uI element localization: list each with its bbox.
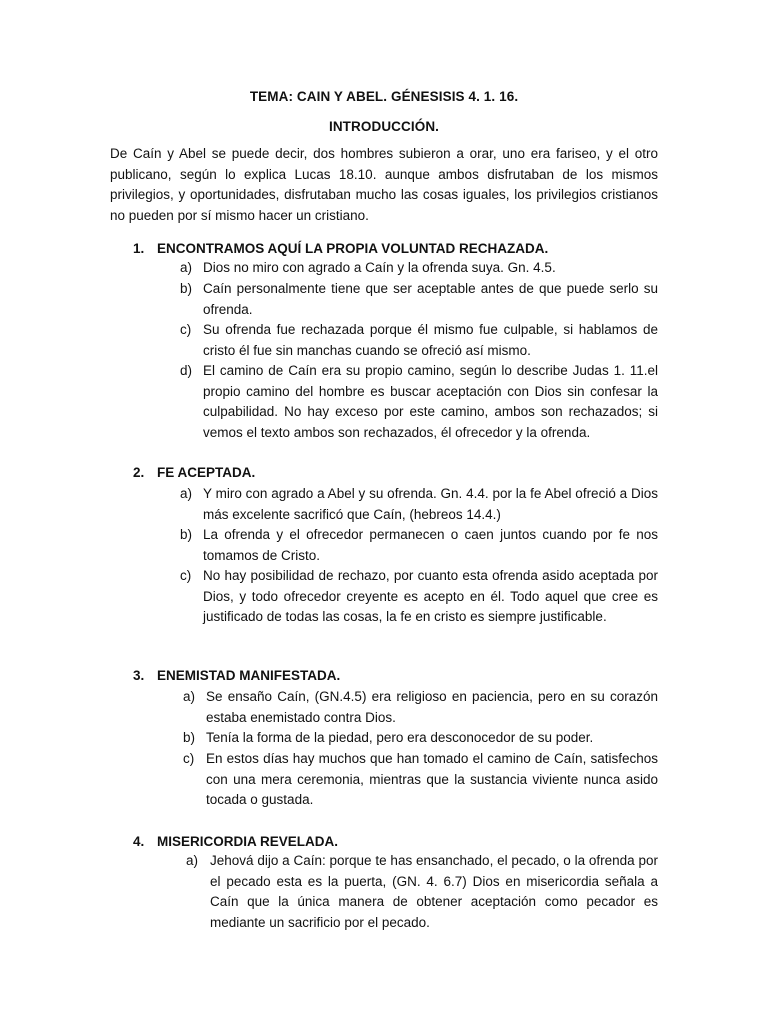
item-text: En estos días hay muchos que han tomado el camino de Caín, satisfechos con una mera ceremonia, mientras que la sustancia viviente nunca asido tocada o gustada. [206, 751, 658, 807]
item-label: c) [180, 322, 192, 337]
introduction-heading: INTRODUCCIÓN. [328, 119, 440, 134]
section-title: ENEMISTAD MANIFESTADA. [157, 668, 341, 683]
item-text: Y miro con agrado a Abel y su ofrenda. Gn. 4.4. por la fe Abel ofreció a Dios más excelente sacrificó que Caín, (hebreos 14.4.) [203, 486, 658, 522]
item-text: La ofrenda y el ofrecedor permanecen o caen juntos cuando por fe nos tomamos de Cristo. [203, 527, 658, 563]
item-label: a) [183, 689, 196, 704]
item-label: a) [180, 260, 193, 275]
introduction-paragraph: De Caín y Abel se puede decir, dos hombres subieron a orar, uno era fariseo, y el otro publicano, según lo explica Lucas 18.10. aunque ambos disfrutaban de los mismos privilegios, y oportunidades, disfrutaban mucho las cosas iguales, los privilegios cristianos no pueden por sí mismo hacer un cristiano. [110, 146, 658, 223]
section-number: 2. [133, 465, 145, 480]
section-number: 1. [133, 241, 145, 256]
item-label: b) [180, 527, 193, 542]
item-text: Jehová dijo a Caín: porque te has ensanchado, el pecado, o la ofrenda por el pecado esta es la puerta, (GN. 4. 6.7) Dios en misericordia señala a Caín que la única manera de obtener aceptación como pecador es mediante un sacrificio por el pecado. [210, 853, 658, 930]
item-label: b) [183, 730, 196, 745]
item-label: c) [183, 751, 195, 766]
item-text: Tenía la forma de la piedad, pero era desconocedor de su poder. [206, 730, 594, 745]
section-title: FE ACEPTADA. [157, 465, 256, 480]
item-text: Caín personalmente tiene que ser aceptable antes de que puede serlo su ofrenda. [203, 281, 658, 317]
section-number: 4. [133, 834, 145, 849]
item-text: Se ensaño Caín, (GN.4.5) era religioso en paciencia, pero en su corazón estaba enemistado contra Dios. [206, 689, 658, 725]
section-number: 3. [133, 668, 145, 683]
item-label: b) [180, 281, 193, 296]
item-label: d) [180, 363, 193, 378]
section-title: ENCONTRAMOS AQUÍ LA PROPIA VOLUNTAD RECHAZADA. [157, 241, 549, 256]
item-text: Dios no miro con agrado a Caín y la ofrenda suya. Gn. 4.5. [203, 260, 556, 275]
item-label: a) [186, 853, 199, 868]
item-text: Su ofrenda fue rechazada porque él mismo fue culpable, si hablamos de cristo él fue sin manchas cuando se ofreció así mismo. [203, 322, 658, 358]
item-label: c) [180, 568, 192, 583]
document-title: TEMA: CAIN Y ABEL. GÉNESISIS 4. 1. 16. [249, 89, 519, 104]
section-title: MISERICORDIA REVELADA. [157, 834, 339, 849]
item-text: El camino de Caín era su propio camino, según lo describe Judas 1. 11.el propio camino del hombre es buscar aceptación con Dios sin confesar la culpabilidad. No hay exceso por este camino, ambos son rechazados; si vemos el texto ambos son rechazados, él ofrecedor y la ofrenda. [203, 363, 658, 440]
item-text: No hay posibilidad de rechazo, por cuanto esta ofrenda asido aceptada por Dios, y todo ofrecedor creyente es acepto en él. Todo aquel que cree es justificado de todas las cosas, la fe en cristo es siempre justificable. [203, 568, 658, 624]
item-label: a) [180, 486, 193, 501]
